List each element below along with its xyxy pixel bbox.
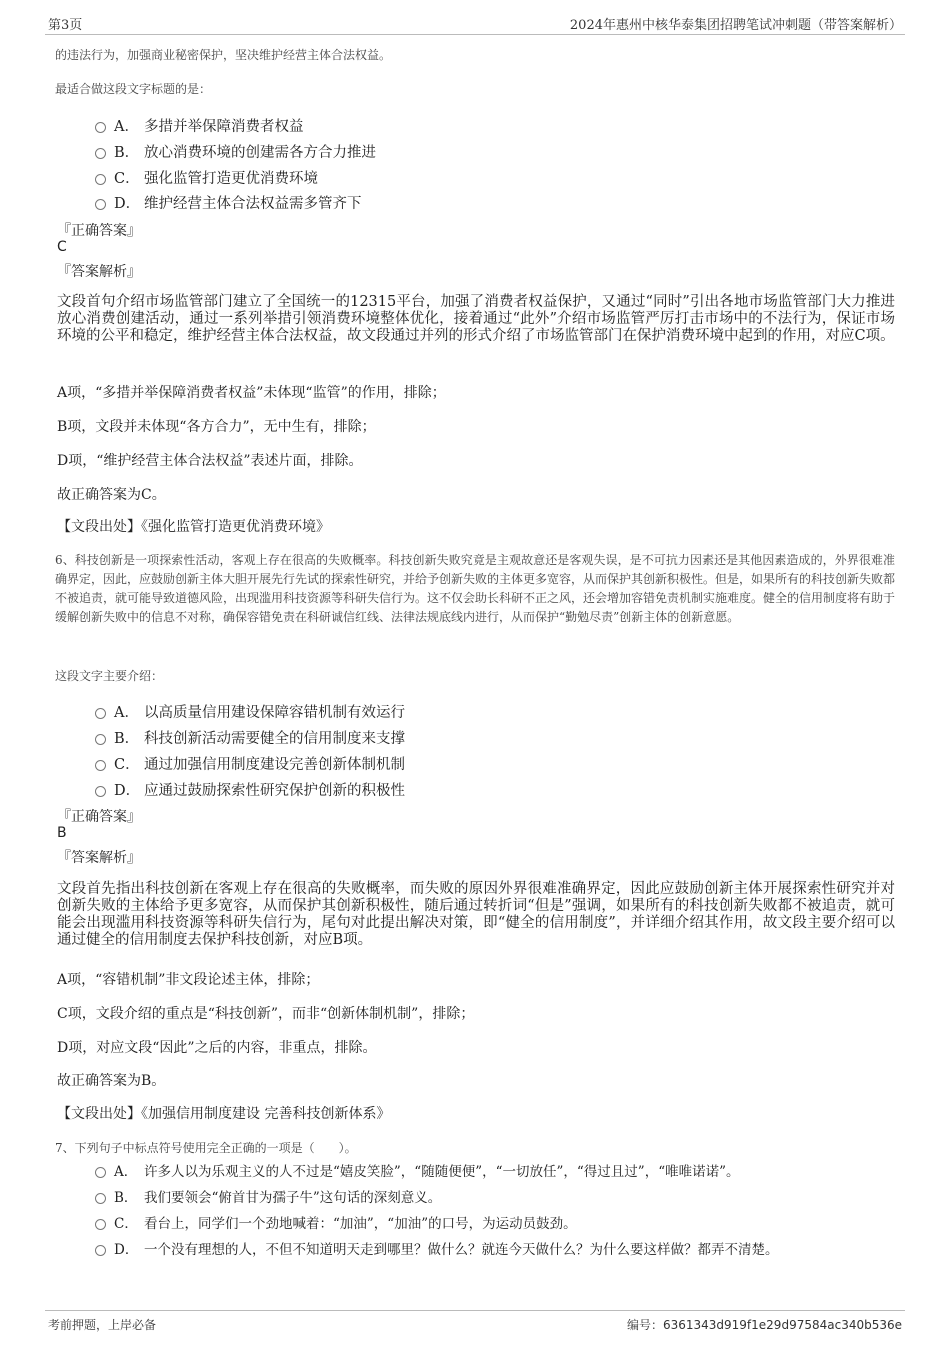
footer-slogan: 考前押题，上岸必备 [48,1318,157,1332]
radio-icon[interactable] [95,708,106,719]
radio-icon[interactable] [95,760,106,771]
radio-icon[interactable] [95,1219,106,1230]
q6-ask: 这段文字主要介绍： [55,669,164,683]
q5-exclusion-d: D项，“维护经营主体合法权益”表述片面，排除。 [57,453,363,469]
q5-option-b[interactable]: B． 放心消费环境的创建需各方合力推进 [95,141,376,162]
q7-option-c[interactable]: C． 看台上，同学们一个劲地喊着：“加油”，“加油”的口号，为运动员鼓劲。 [95,1212,577,1232]
radio-icon[interactable] [95,1167,106,1178]
q5-conclusion: 故正确答案为C。 [57,487,166,503]
page-number: 第3页 [48,18,83,33]
page-footer [45,1310,905,1337]
radio-icon[interactable] [95,199,106,210]
q5-exclusion-a: A项，“多措并举保障消费者权益”未体现“监管”的作用，排除； [57,385,446,401]
q6-option-c[interactable]: C． 通过加强信用制度建设完善创新体制机制 [95,753,405,774]
q5-exclusion-b: B项，文段并未体现“各方合力”，无中生有，排除； [57,419,376,435]
q6-exclusion-d: D项，对应文段“因此”之后的内容，非重点，排除。 [57,1040,377,1056]
q6-option-d[interactable]: D． 应通过鼓励探索性研究保护创新的积极性 [95,779,405,800]
radio-icon[interactable] [95,148,106,159]
q5-source: 【文段出处】《强化监管打造更优消费环境》 [57,519,330,535]
document-id: 编号：6361343d919f1e29d97584ac340b536e [626,1318,902,1332]
q6-option-b[interactable]: B． 科技创新活动需要健全的信用制度来支撑 [95,727,405,748]
radio-icon[interactable] [95,1245,106,1256]
radio-icon[interactable] [95,786,106,797]
q6-analysis-label: 『答案解析』 [57,850,141,866]
radio-icon[interactable] [95,174,106,185]
q5-analysis: 文段首句介绍市场监管部门建立了全国统一的12315平台，加强了消费者权益保护，又通过“同时”引出各地市场监管部门大力推进放心消费创建活动，通过一系列举措引领消费环境整体优化，接着通过“此外”介绍市场监管严厉打击市场中的不法行为，保证市场环境的公平和稳定，维护经营主体合法权益，故文段通过并列的形式介绍了市场监管部门在保护消费环境中起到的作用，对应C项。 [57,294,895,344]
q7-option-a[interactable]: A． 许多人以为乐观主义的人不过是“嬉皮笑脸”，“随随便便”，“一切放任”，“得过且过”，“唯唯诺诺”。 [95,1160,740,1180]
page-header [45,12,905,35]
q7-stem: 7、下列句子中标点符号使用完全正确的一项是（ ）。 [55,1141,357,1155]
q6-exclusion-a: A项，“容错机制”非文段论述主体，排除； [57,972,320,988]
radio-icon[interactable] [95,1193,106,1204]
q5-answer: C [57,239,67,255]
q5-option-d[interactable]: D． 维护经营主体合法权益需多管齐下 [95,192,362,213]
q6-option-a[interactable]: A． 以高质量信用建设保障容错机制有效运行 [95,701,405,722]
q6-conclusion: 故正确答案为B。 [57,1073,166,1089]
q5-ask: 最适合做这段文字标题的是： [55,82,212,96]
document-title: 2024年惠州中核华泰集团招聘笔试冲刺题（带答案解析） [569,18,902,33]
q6-exclusion-c: C项，文段介绍的重点是“科技创新”，而非“创新体制机制”，排除； [57,1006,475,1022]
q5-option-c[interactable]: C． 强化监管打造更优消费环境 [95,167,318,188]
q5-stem-tail: 的违法行为，加强商业秘密保护，坚决维护经营主体合法权益。 [55,48,392,62]
q6-source: 【文段出处】《加强信用制度建设 完善科技创新体系》 [57,1106,391,1122]
radio-icon[interactable] [95,734,106,745]
radio-icon[interactable] [95,122,106,133]
q7-option-b[interactable]: B． 我们要领会“俯首甘为孺子牛”这句话的深刻意义。 [95,1186,441,1206]
q5-answer-label: 『正确答案』 [57,223,141,239]
q5-analysis-label: 『答案解析』 [57,264,141,280]
q6-analysis: 文段首先指出科技创新在客观上存在很高的失败概率，而失败的原因外界很难准确界定，因此应鼓励创新主体开展探索性研究并对创新失败的主体给予更多宽容，从而保护其创新积极性，随后通过转折词“但是”强调，如果所有的科技创新失败都不被追责，就可能会出现滥用科技资源等科研失信行为，尾句对此提出解决对策，即“健全的信用制度”，并详细介绍其作用，故文段主要介绍可以通过健全的信用制度去保护科技创新，对应B项。 [57,881,895,948]
q6-stem: 6、科技创新是一项探索性活动，客观上存在很高的失败概率。科技创新失败究竟是主观故意还是客观失误，是不可抗力因素还是其他因素造成的，外界很难准确界定，因此，应鼓励创新主体大胆开展先行先试的探索性研究，并给予创新失败的主体更多宽容，从而保护其创新积极性。但是，如果所有的科技创新失败都不被追责，就可能导致道德风险，出现滥用科技资源等科研失信行为。这不仅会助长科研不正之风，还会增加容错免责机制实施难度。健全的信用制度将有助于缓解创新失败中的信息不对称，确保容错免责在科研诚信红线、法律法规底线内进行，从而保护“勤勉尽责”创新主体的创新意愿。 [55,553,896,624]
q6-answer-label: 『正确答案』 [57,809,141,825]
q7-option-d[interactable]: D． 一个没有理想的人，不但不知道明天走到哪里？做什么？就连今天做什么？为什么要这样做？都弄不清楚。 [95,1238,779,1258]
q6-answer: B [57,825,67,841]
q5-option-a[interactable]: A． 多措并举保障消费者权益 [95,115,304,136]
